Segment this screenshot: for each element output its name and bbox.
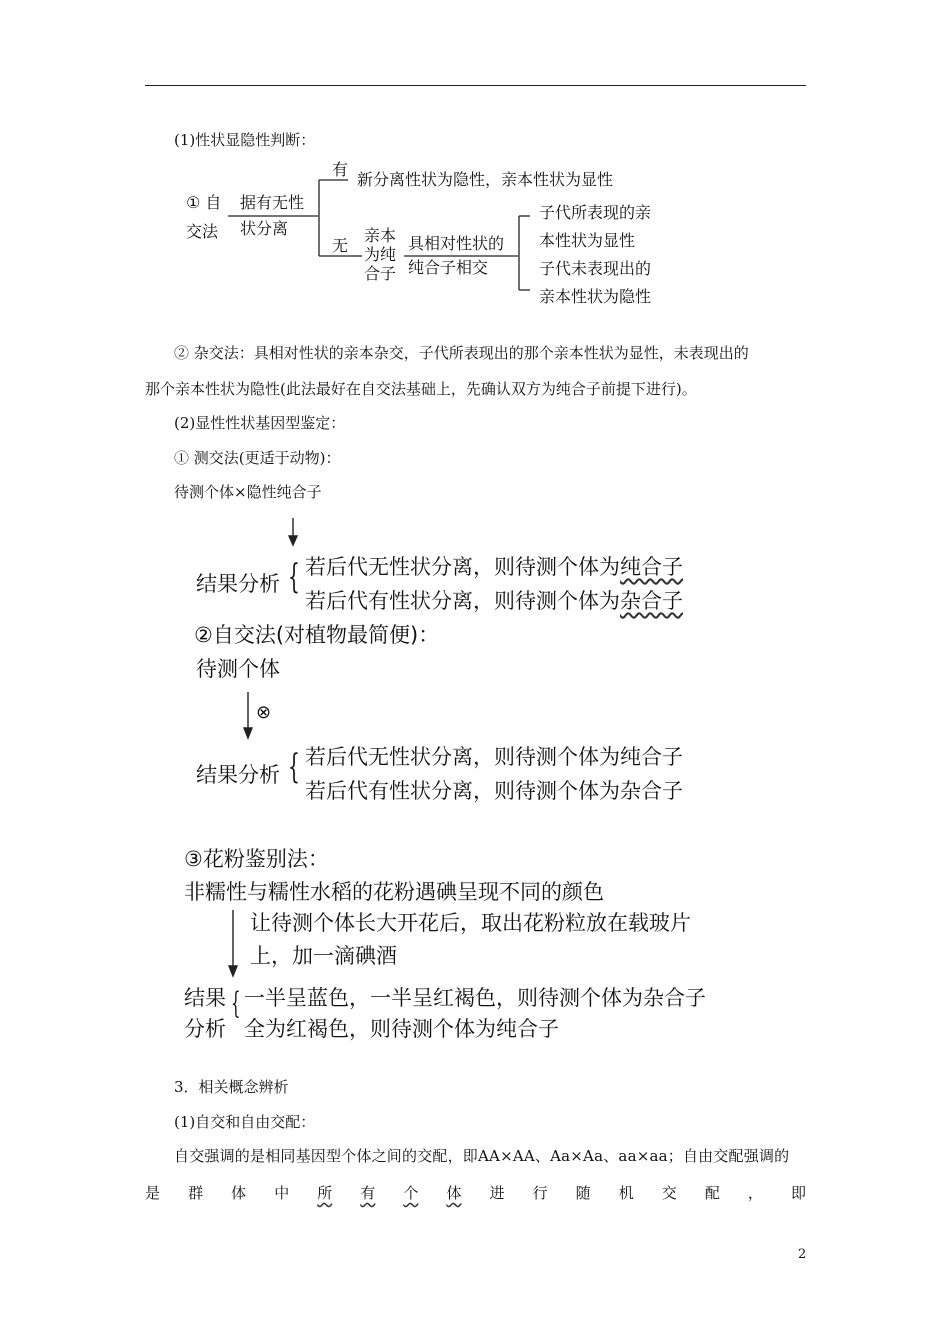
line2-char: ， (747, 1184, 763, 1202)
line2-char: 群 (188, 1184, 204, 1202)
selfing-subject: 待测个体 (196, 657, 280, 681)
section-heading-concepts: 3．相关概念辨析 (174, 1078, 289, 1096)
testcross-title: ① 测交法(更适于动物)： (174, 449, 341, 467)
selfing-result-2: 若后代有性状分离，则待测个体为杂合子 (305, 779, 683, 803)
diagram-branch-no: 无 (332, 236, 349, 255)
diagram-result-2: 本性状为显性 (539, 231, 636, 250)
selfing-title: ②自交法(对植物最简便)： (194, 623, 440, 647)
section-heading-genotype: (2)显性性状基因型鉴定： (174, 414, 346, 432)
line2-char: 所 (317, 1184, 333, 1202)
selfing-result-1: 若后代无性状分离，则待测个体为纯合子 (305, 745, 683, 769)
line2-char: 交 (661, 1184, 677, 1202)
diagram-branch-yes-result: 新分离性状为隐性，亲本性状为显性 (357, 170, 614, 189)
diagram-result-4: 亲本性状为隐性 (539, 287, 652, 306)
diagram-result-1: 子代所表现的亲 (539, 203, 652, 222)
testcross-brace: { (288, 557, 300, 597)
line2-char: 个 (403, 1184, 419, 1202)
diagram-parent-b: 为纯 (364, 245, 397, 264)
diagram-method-a: ① 自 (186, 193, 222, 212)
testcross-cross: 待测个体×隐性纯合子 (174, 483, 322, 501)
hybrid-method-line-2: 那个亲本性状为隐性(此法最好在自交法基础上，先确认双方为纯合子前提下进行)。 (145, 380, 697, 398)
diagram-parent-c: 合子 (364, 264, 397, 283)
diagram-branch-yes: 有 (332, 160, 349, 179)
line2-char: 配 (704, 1184, 720, 1202)
selfing-brace: { (288, 747, 300, 787)
line2-char: 进 (489, 1184, 505, 1202)
line2-char: 是 (145, 1184, 161, 1202)
testcross-result-label: 结果分析 (196, 572, 280, 596)
diagram-cross-b: 纯合子相交 (408, 258, 489, 277)
concepts-paragraph-line-1: 自交强调的是相同基因型个体之间的交配，即AA×AA、Aa×Aa、aa×aa；自由交配强调的 (174, 1147, 790, 1165)
testcross-key-homozygous: 纯合子 (620, 555, 683, 579)
concepts-sub-heading: (1)自交和自由交配： (174, 1113, 316, 1131)
pollen-step-2: 上，加一滴碘酒 (250, 944, 397, 968)
line2-char: 行 (532, 1184, 548, 1202)
pollen-step-1: 让待测个体长大开花后，取出花粉粒放在载玻片 (250, 911, 691, 935)
testcross-result-1: 若后代无性状分离，则待测个体为纯合子 (305, 555, 683, 579)
hybrid-method-line-1: ② 杂交法：具相对性状的亲本杂交，子代所表现出的那个亲本性状为显性，未表现出的 (174, 344, 749, 362)
pollen-result-1: 一半呈蓝色，一半呈红褐色，则待测个体为杂合子 (244, 986, 706, 1010)
line2-char: 机 (618, 1184, 634, 1202)
pollen-brace: { (231, 986, 241, 1021)
diagram-criterion-b: 状分离 (240, 219, 289, 238)
line2-char: 体 (231, 1184, 247, 1202)
line2-char: 即 (790, 1184, 806, 1202)
pollen-premise: 非糯性与糯性水稻的花粉遇碘呈现不同的颜色 (184, 880, 604, 904)
pollen-result-2: 全为红褐色，则待测个体为纯合子 (244, 1017, 559, 1041)
selfing-result-label: 结果分析 (196, 763, 280, 787)
line2-char: 中 (274, 1184, 290, 1202)
concepts-paragraph-line-2 (145, 1183, 806, 1203)
pollen-title: ③花粉鉴别法： (184, 847, 329, 871)
diagram-parent-a: 亲本 (364, 226, 397, 245)
line2-char: 体 (446, 1184, 462, 1202)
line2-char: 随 (575, 1184, 591, 1202)
testcross-result-2: 若后代有性状分离，则待测个体为杂合子 (305, 589, 683, 613)
selfing-symbol: ⊗ (256, 702, 272, 723)
page-number: 2 (798, 1247, 807, 1262)
diagram-criterion-a: 据有无性 (240, 193, 305, 212)
pollen-result-label-2: 分析 (184, 1017, 226, 1041)
line2-char: 有 (360, 1184, 376, 1202)
pollen-result-label-1: 结果 (184, 986, 226, 1010)
diagram-method-b: 交法 (186, 222, 219, 241)
diagram-result-3: 子代未表现出的 (539, 259, 652, 278)
section-heading-dominance: (1)性状显隐性判断： (174, 131, 316, 149)
diagram-cross-a: 具相对性状的 (408, 234, 505, 253)
testcross-key-heterozygous: 杂合子 (620, 589, 683, 613)
